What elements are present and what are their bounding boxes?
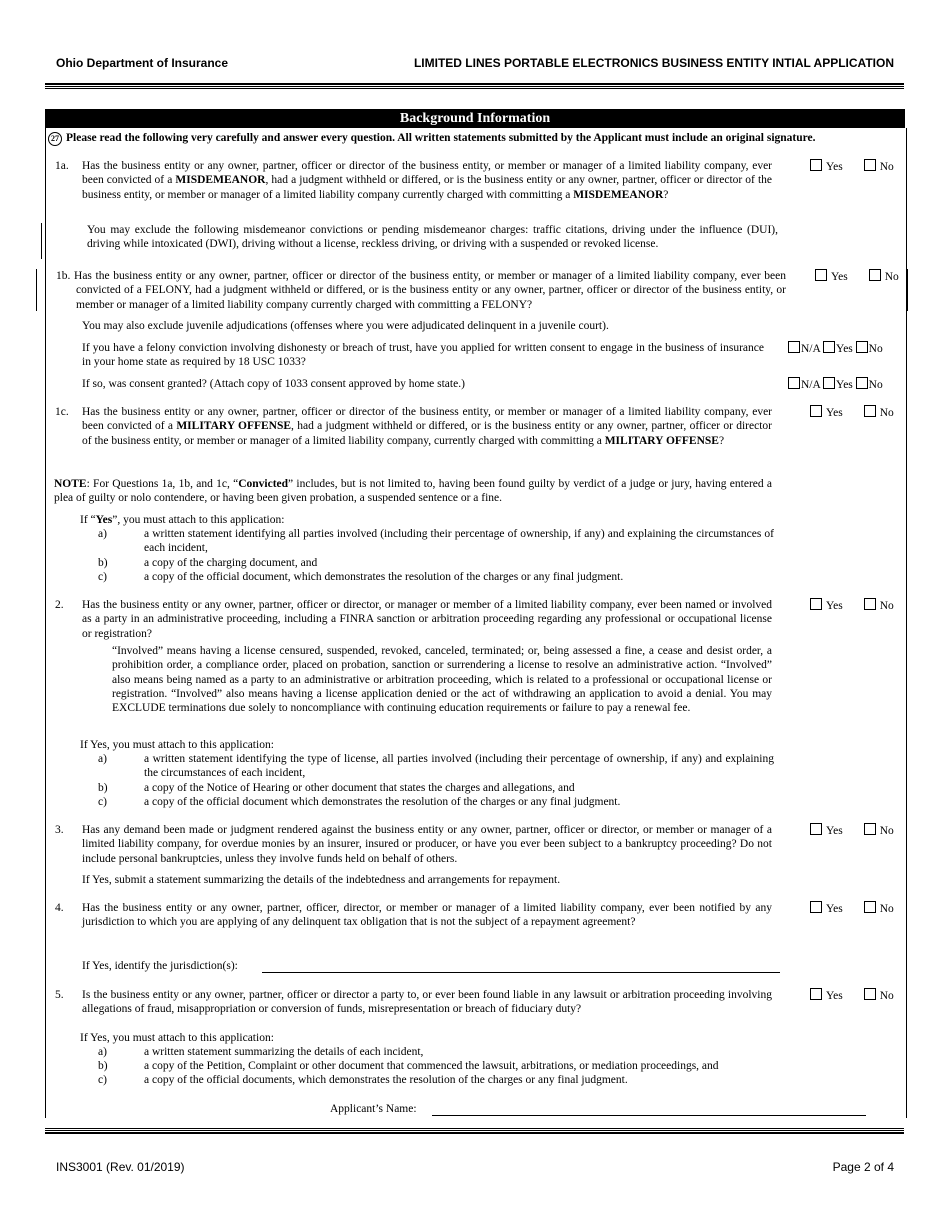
q1b-no-checkbox[interactable] (869, 269, 881, 281)
conviction-note: NOTE: For Questions 1a, 1b, and 1c, “Convicted” includes, but is not limited to, having been found guilty by verdict of a judge or jury, having entered a plea of guilty or nolo contendere, or having been given probation, a suspended sentence or a fine. (54, 478, 772, 505)
applicant-name-input-line[interactable] (432, 1115, 866, 1116)
applicant-name-label: Applicant’s Name: (330, 1103, 417, 1115)
consent-na-checkbox[interactable] (788, 341, 800, 353)
header-rule (45, 83, 904, 85)
q3-no-checkbox[interactable] (864, 823, 876, 835)
q1b-answer (815, 269, 899, 284)
list-item: b) a copy of the Notice of Hearing or other document that states the charges and allegations, and (98, 782, 575, 794)
q1a-text: Has the business entity or any owner, partner, officer or director of the business entity, or member or manager of a limited liability company, ever been convicted of a MISDEMEANOR, had a judgment withheld or differed, or is the business entity or any owner, partner, officer or director of the business entity, or member or manager of a limited liability company currently charged with committing a MISDEMEANOR? (82, 160, 772, 201)
revision-mark (907, 269, 908, 311)
q1c-text: Has the business entity or any owner, partner, officer or director of the business entity, or member or manager of a limited liability company, ever been convicted of a MILITARY OFFENSE, had a judgment withheld or differed, or is the business entity or any owner, partner, officer or director of the business entity, or member or manager of a limited liability company, currently charged with committing a MILITARY OFFENSE? (82, 406, 772, 447)
revision-mark (41, 223, 42, 259)
agency-name: Ohio Department of Insurance (56, 56, 229, 70)
granted-no-checkbox[interactable] (856, 377, 868, 389)
list-item: a) a written statement summarizing the details of each incident, (98, 1046, 424, 1058)
form-title: LIMITED LINES PORTABLE ELECTRONICS BUSINESS ENTITY INTIAL APPLICATION (413, 56, 894, 70)
page-number: Page 2 of 4 (832, 1160, 894, 1174)
footer-rule-thin (45, 1128, 904, 1131)
list-item: c) a copy of the official documents, which demonstrates the resolution of the charges or any final judgment. (98, 1074, 628, 1086)
q3-number: 3. (55, 824, 64, 836)
granted-yes-checkbox[interactable] (823, 377, 835, 389)
q2-number: 2. (55, 599, 64, 611)
section-title: Background Information (45, 109, 905, 128)
no-label: No (879, 825, 894, 837)
no-label: No (879, 903, 894, 915)
q2-no-checkbox[interactable] (864, 598, 876, 610)
q1b-number: 1b. (56, 270, 71, 282)
q1c-yes-checkbox[interactable] (810, 405, 822, 417)
no-label: No (879, 161, 894, 173)
item-number-badge: 27 (48, 132, 62, 146)
footer-rule (45, 1132, 904, 1134)
q5-number: 5. (55, 989, 64, 1001)
q5-yes-checkbox[interactable] (810, 988, 822, 1000)
yes-label: Yes (826, 407, 843, 419)
q1b-juvenile-note: You may also exclude juvenile adjudications (offenses where you were adjudicated delinquent in a juvenile court). (82, 320, 609, 332)
q1b-yes-checkbox[interactable] (815, 269, 827, 281)
list-item: a) a written statement identifying the type of license, all parties involved (including their percentage of ownership, if any) and explaining the circumstances of each incident, (98, 753, 774, 780)
no-label: No (879, 407, 894, 419)
list-item: c) a copy of the official document which demonstrates the resolution of the charges or any final judgment. (98, 796, 621, 808)
q5-text: Is the business entity or any owner, partner, officer or director a party to, or ever been found liable in any lawsuit or arbitration proceeding involving allegations of fraud, misappropriation or conversion of funds, misrepresentation or breach of fiduciary duty? (82, 989, 772, 1016)
q2-attach-intro: If Yes, you must attach to this application: (80, 739, 274, 751)
q2-involved-definition: “Involved” means having a license censured, suspended, revoked, canceled, terminated; or, being assessed a fine, a cease and desist order, a prohibition order, a compliance order, placed on probation, sanction or surrendering a license to resolve an administrative action. “Involved” also means being named as a party to an administrative or arbitration proceeding, which is related to a professional or occupational license or registration. “Involved” also means having a license application denied or the act of withdrawing an application to avoid a denial. You may EXCLUDE terminations due solely to noncompliance with continuing education requirements or failure to pay a renewal fee. (112, 645, 772, 715)
list-item: b) a copy of the charging document, and (98, 557, 318, 569)
yes-label: Yes (831, 271, 848, 283)
q3-followup: If Yes, submit a statement summarizing the details of the indebtedness and arrangements for repayment. (82, 874, 561, 886)
yes-label: Yes (826, 825, 843, 837)
revision-mark (36, 269, 37, 311)
attach-intro: If “Yes”, you must attach to this application: (80, 514, 285, 526)
q1a-answer (810, 159, 894, 174)
consent-yes-checkbox[interactable] (823, 341, 835, 353)
yes-label: Yes (826, 161, 843, 173)
header-rule-thin (45, 86, 904, 89)
list-item: c) a copy of the official document, which demonstrates the resolution of the charges or any final judgment. (98, 571, 624, 583)
jurisdiction-input-line[interactable] (262, 972, 780, 973)
q1c-answer (810, 405, 894, 420)
yes-label: Yes (826, 990, 843, 1002)
q1a-no-checkbox[interactable] (864, 159, 876, 171)
instruction-text: Please read the following very carefully and answer every question. All written statements submitted by the Applicant must include an original signature. (66, 132, 816, 144)
instruction (48, 131, 898, 146)
no-label: No (879, 990, 894, 1002)
q2-yes-checkbox[interactable] (810, 598, 822, 610)
yes-label: Yes (826, 903, 843, 915)
q1b-consent-question: If you have a felony conviction involving dishonesty or breach of trust, have you applied for written consent to engage in the business of insurance in your home state as required by 18 USC 1033? (82, 342, 764, 369)
q3-text: Has any demand been made or judgment rendered against the business entity or any owner, partner, officer or director, or member or manager of a limited liability company, for overdue monies by an insurer, insured or producer, or have you ever been subject to a bankruptcy proceeding? Do not include personal bankruptcies, unless they involve funds held on behalf of others. (82, 824, 772, 865)
no-label: No (879, 600, 894, 612)
yes-label: Yes (826, 600, 843, 612)
q1b-text: 1b. Has the business entity or any owner, partner, officer or director of the business entity, or member or manager of a limited liability company, ever been convicted of a FELONY, had a judgment withheld or differed, or is the business entity or any owner, partner, officer or director of the business entity, or member or manager of a limited liability company currently charged with committing a FELONY? (56, 270, 787, 311)
q5-answer (810, 988, 894, 1003)
list-item: a) a written statement identifying all parties involved (including their percentage of ownership, if any) and explaining the circumstances of each incident, (98, 528, 774, 555)
q1b-granted-answer: N/A Yes No (788, 377, 883, 392)
q1c-no-checkbox[interactable] (864, 405, 876, 417)
q1a-yes-checkbox[interactable] (810, 159, 822, 171)
q2-answer (810, 598, 894, 613)
q2-text: Has the business entity or any owner, partner, officer or director, or manager or member of a limited liability company, ever been named or involved as a party in an administrative proceeding, including a FINRA sanction or arbitration proceeding regarding any professional or occupational license or registration? (82, 599, 772, 640)
form-id: INS3001 (Rev. 01/2019) (56, 1160, 185, 1174)
q5-attach-intro: If Yes, you must attach to this application: (80, 1032, 274, 1044)
q1b-granted-question: If so, was consent granted? (Attach copy of 1033 consent approved by home state.) (82, 378, 465, 390)
q3-yes-checkbox[interactable] (810, 823, 822, 835)
granted-na-checkbox[interactable] (788, 377, 800, 389)
q4-number: 4. (55, 902, 64, 914)
q1a-number: 1a. (55, 160, 69, 172)
q4-no-checkbox[interactable] (864, 901, 876, 913)
list-item: b) a copy of the Petition, Complaint or other document that commenced the lawsuit, arbitrations, or mediation proceedings, and (98, 1060, 719, 1072)
no-label: No (884, 271, 899, 283)
q1b-consent-answer: N/A Yes No (788, 341, 883, 356)
q3-answer (810, 823, 894, 838)
q1a-exclusion-note: You may exclude the following misdemeanor convictions or pending misdemeanor charges: traffic citations, driving under the influence (DUI), driving while intoxicated (DWI), driving without a license, reckless driving, or driving with a suspended or revoked license. (87, 224, 778, 251)
q1c-number: 1c. (55, 406, 69, 418)
consent-no-checkbox[interactable] (856, 341, 868, 353)
q4-yes-checkbox[interactable] (810, 901, 822, 913)
q4-jurisdiction-label: If Yes, identify the jurisdiction(s): (82, 960, 238, 972)
q5-no-checkbox[interactable] (864, 988, 876, 1000)
q4-answer (810, 901, 894, 916)
q4-text: Has the business entity or any owner, partner, officer, director, or member or manager of a limited liability company, ever been notified by any jurisdiction to which you are applying of any delinquent tax obligation that is not the subject of a repayment agreement? (82, 902, 772, 929)
